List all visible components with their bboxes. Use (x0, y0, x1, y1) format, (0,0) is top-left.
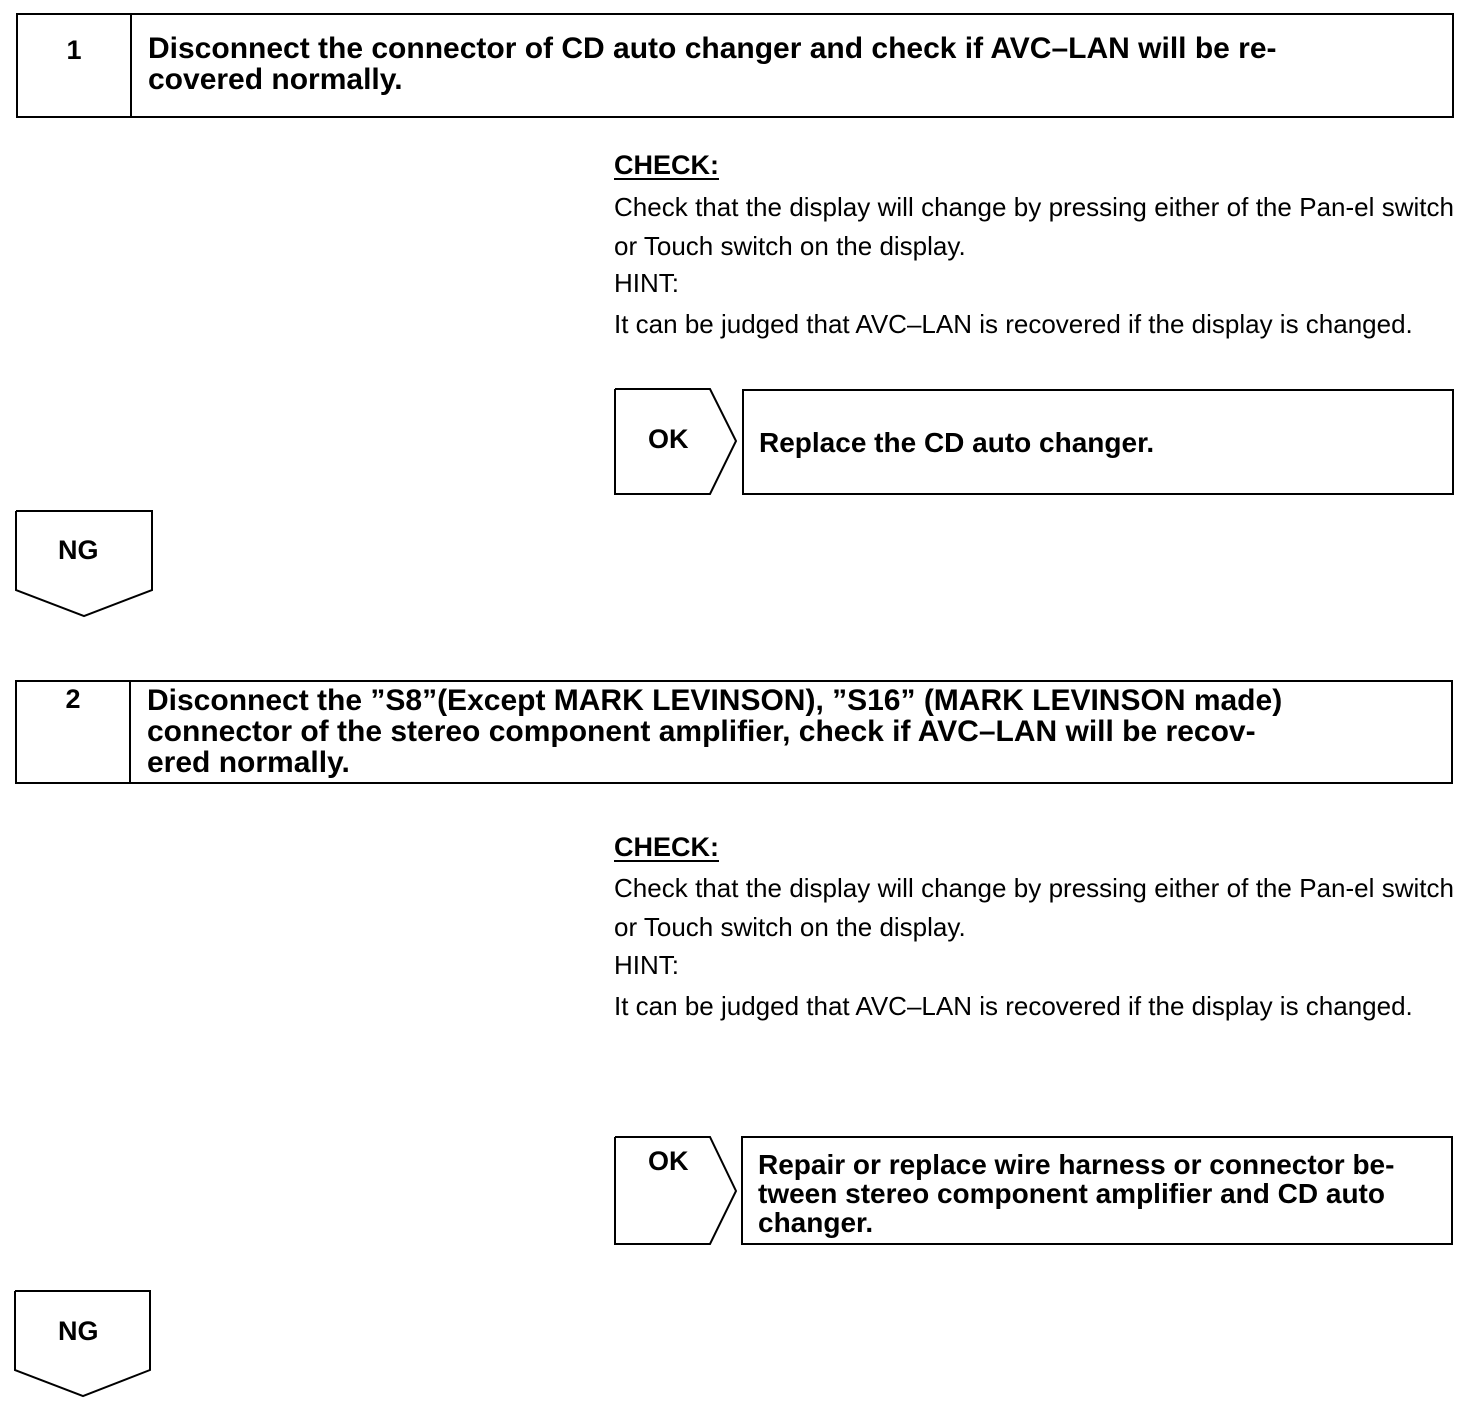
step-2-header (15, 680, 1453, 784)
step-1-header (16, 13, 1454, 118)
step-1-number: 1 (18, 15, 132, 116)
step-1-ng-label: NG (58, 535, 99, 565)
step-1-check-heading: CHECK: (614, 150, 719, 180)
step-2-check-text: Check that the display will change by pressing either of the Pan-el switch or Touch switch on the display. (614, 873, 1454, 942)
step-1-ok-label: OK (648, 424, 689, 454)
step-1-check-text: Check that the display will change by pressing either of the Pan-el switch or Touch switch on the display. (614, 192, 1454, 261)
step-1-title: Disconnect the connector of CD auto changer and check if AVC–LAN will be re- covered normally. (148, 32, 1277, 96)
step-2-title: Disconnect the ”S8”(Except MARK LEVINSON), ”S16” (MARK LEVINSON made) connector of the stereo component amplifier, check if AVC–LAN will be recov- ered normally. (147, 684, 1283, 779)
step-2-ok-label: OK (648, 1146, 689, 1176)
step-2-ng-label: NG (58, 1316, 99, 1346)
step-2-number: 2 (17, 682, 131, 782)
step-2-check-heading: CHECK: (614, 832, 719, 862)
step-1-ok-result: Replace the CD auto changer. (742, 389, 1454, 495)
step-1-hint-label: HINT: (614, 268, 679, 298)
step-2-hint-text: It can be judged that AVC–LAN is recovered if the display is changed. (614, 991, 1413, 1021)
step-2-hint-label: HINT: (614, 950, 679, 980)
step-2-ok-result: Repair or replace wire harness or connector be- tween stereo component amplifier and CD auto changer. (741, 1136, 1453, 1245)
step-1-hint-text: It can be judged that AVC–LAN is recovered if the display is changed. (614, 309, 1413, 339)
